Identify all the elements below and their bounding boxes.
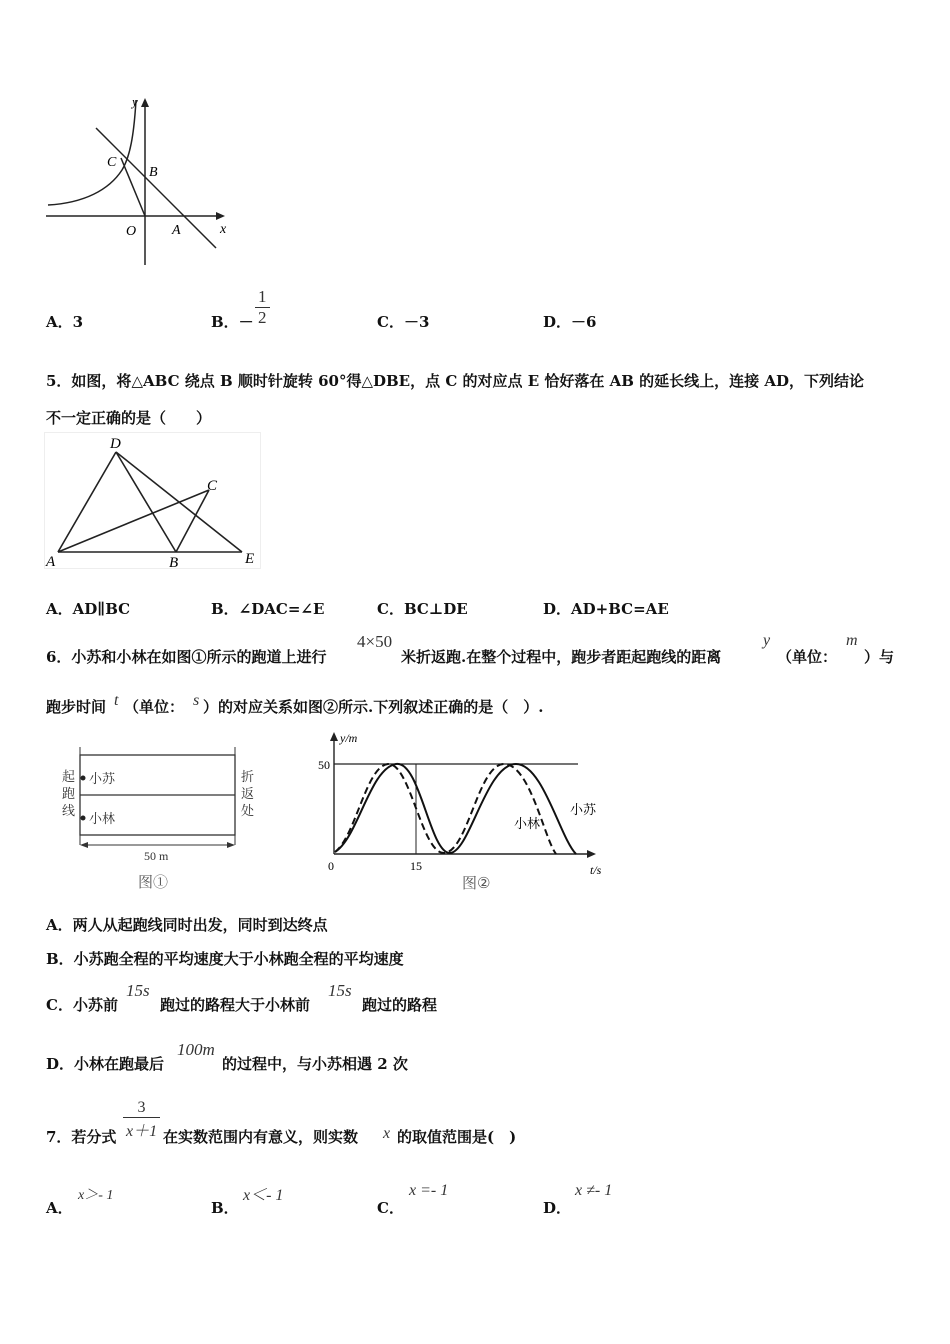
q6-fig2-xlabel: t/s (590, 863, 602, 877)
q5-stem-line2: 不一定正确的是（ ） (46, 409, 212, 427)
q4-label-y: y (132, 95, 138, 109)
q7-option-b-label[interactable]: B． (211, 1199, 239, 1217)
q6-stem-line1 (46, 646, 326, 667)
q4-option-d[interactable]: D．－6 (543, 313, 597, 331)
q6-stem-l1-c: （单位： (777, 648, 838, 666)
q6-stem-l2-a: 跑步时间 (46, 698, 107, 716)
q6-fig1-start-2: 跑 (62, 786, 76, 801)
q7-option-d-label[interactable]: D． (543, 1199, 572, 1217)
q6-fig1-start-1: 起 (62, 769, 76, 784)
q4-label-O: O (126, 224, 137, 239)
q6-option-c-b: 跑过的路程大于小林前 (160, 996, 311, 1014)
q7-fraction (123, 1099, 160, 1141)
q6-fig2-y50: 50 (318, 758, 330, 772)
q6-fig1-turn-3: 处 (241, 803, 255, 818)
q7-frac-num: 3 (137, 1099, 146, 1116)
q6-fig1-caption: 图① (138, 875, 169, 891)
q6-math-4x50: 4×50 (357, 632, 393, 651)
q7-stem-x: x (383, 1125, 391, 1142)
q7-frac-den: x＋1 (123, 1117, 160, 1141)
q6-fig1-turn-2: 返 (241, 786, 255, 801)
q4-label-x: x (220, 222, 227, 237)
q4-option-a[interactable]: A．3 (46, 313, 84, 331)
q6-option-d-b: 的过程中，与小苏相遇 2 次 (222, 1055, 408, 1073)
q6-stem-l1-b: 米折返跑.在整个过程中，跑步者距起跑线的距离 (401, 648, 722, 666)
q6-fig2-x0: 0 (328, 859, 334, 873)
q6-stem-l2-b: （单位： (124, 698, 185, 716)
q7-stem-c: 的取值范围是( ) (397, 1128, 517, 1146)
q6-option-d-m: 100m (177, 1040, 215, 1059)
q7-option-a-label[interactable]: A． (46, 1199, 73, 1217)
q6-math-m: m (846, 632, 858, 649)
q6-math-t: t (114, 692, 119, 709)
q5-option-d[interactable]: D．AD+BC=AE (543, 600, 669, 618)
q5-label-D: D (110, 436, 121, 452)
q6-option-c-m1: 15s (126, 981, 150, 1000)
q6-option-d-a: D．小林在跑最后 (46, 1055, 165, 1073)
q6-math-y: y (763, 632, 771, 649)
q6-math-s: s (193, 692, 200, 709)
q6-option-c-c: 跑过的路程 (362, 996, 438, 1014)
q6-fig1-lane-su: 小苏 (89, 771, 116, 786)
q6-option-a[interactable]: A．两人从起跑线同时出发，同时到达终点 (46, 916, 328, 934)
q6-fig1-start-3: 线 (62, 803, 76, 818)
q6-fig2-label-lin: 小林 (514, 817, 541, 832)
q5-label-C: C (207, 478, 218, 494)
q6-fig1-turn-1: 折 (241, 769, 255, 784)
q5-option-a[interactable]: A．AD∥BC (46, 600, 131, 618)
q4-label-B: B (149, 165, 158, 180)
q4-graph (44, 95, 244, 270)
q5-label-B: B (169, 555, 179, 571)
q6-option-b[interactable]: B．小苏跑全程的平均速度大于小林跑全程的平均速度 (46, 950, 404, 968)
q6-option-d[interactable] (46, 1040, 446, 1073)
q7-option-b-math: x＜- 1 (243, 1187, 284, 1204)
q6-fig2-label-su: 小苏 (570, 803, 597, 818)
q4-option-b-prefix: B．－ (211, 313, 254, 331)
q7-option-a-math: x＞- 1 (78, 1188, 114, 1203)
q7-option-c-label[interactable]: C． (377, 1199, 404, 1217)
q6-option-c-a: C．小苏前 (46, 996, 118, 1014)
q6-stem-l1-d: ）与 (864, 648, 895, 666)
q6-stem-l2-c: ）的对应关系如图②所示.下列叙述正确的是（ ）. (203, 698, 544, 716)
q4-label-A: A (172, 223, 181, 238)
q6-stem-l1-a: 6．小苏和小林在如图①所示的跑道上进行 (46, 648, 327, 666)
q6-figure-2 (318, 728, 608, 898)
q5-label-E: E (245, 551, 255, 567)
q6-fig2-ylabel: y/m (340, 731, 358, 745)
q6-figure-1 (58, 745, 278, 895)
q4-option-c[interactable]: C．－3 (377, 313, 430, 331)
q6-fig2-x15: 15 (410, 859, 422, 873)
q4-label-C: C (107, 155, 117, 170)
q4-option-b-num: 1 (258, 287, 267, 306)
q5-option-c[interactable]: C．BC⊥DE (377, 600, 468, 618)
q6-option-c[interactable] (46, 981, 466, 1014)
q7-option-d-math: x ≠- 1 (575, 1182, 613, 1199)
q6-fig1-lane-lin: 小林 (89, 811, 116, 826)
q7-option-c-math: x =- 1 (409, 1182, 449, 1199)
q6-fig2-caption: 图② (462, 874, 491, 892)
q4-option-b[interactable] (211, 311, 254, 332)
q7-stem-b: 在实数范围内有意义，则实数 (163, 1128, 359, 1146)
q5-stem-line1: 5．如图，将△ABC 绕点 B 顺时针旋转 60°得△DBE，点 C 的对应点 E 恰好落在 AB 的延长线上，连接 AD，下列结论 (46, 372, 864, 390)
q4-option-b-fraction (255, 287, 270, 328)
q7-stem-a: 7．若分式 (46, 1128, 117, 1146)
q5-figure (44, 432, 264, 572)
q5-option-b[interactable]: B．∠DAC=∠E (211, 600, 325, 618)
q6-option-c-m2: 15s (328, 981, 352, 1000)
q6-fig1-length: 50 m (144, 849, 169, 863)
q5-label-A: A (46, 554, 56, 570)
q4-option-b-den: 2 (255, 307, 270, 328)
